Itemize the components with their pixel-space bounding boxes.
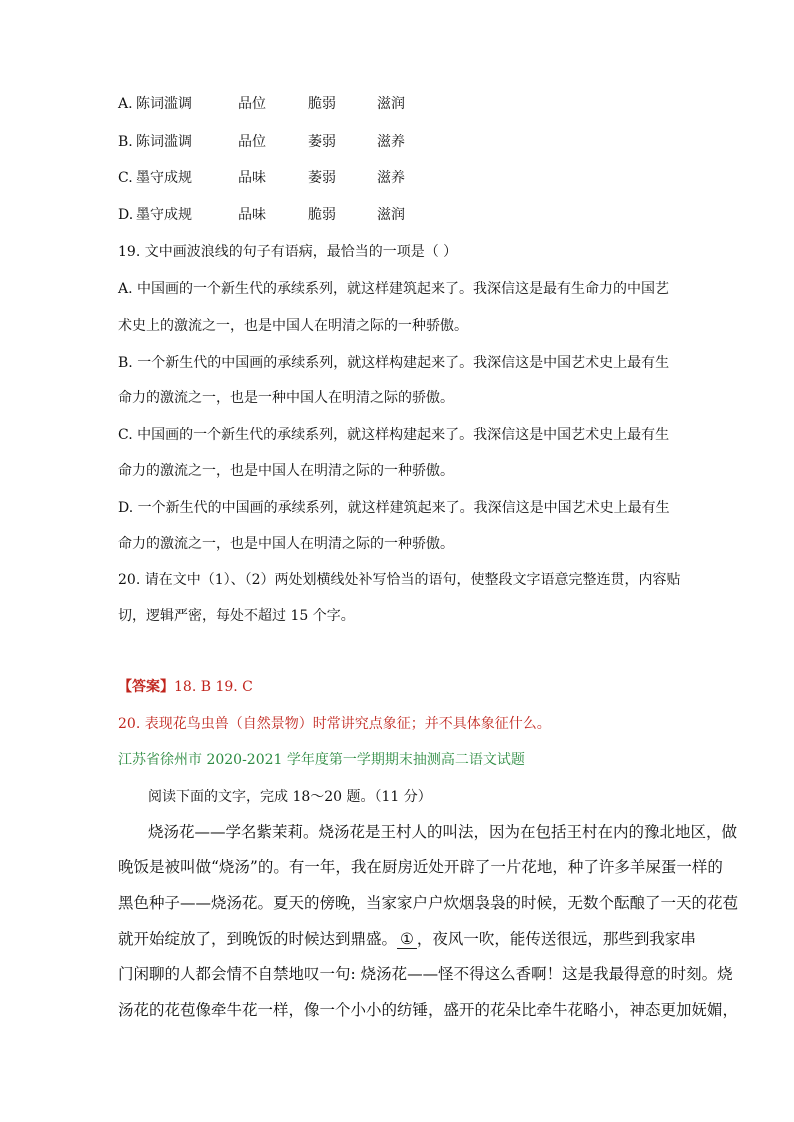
- option-label: A.: [118, 96, 133, 112]
- question-19-option-d-line-1: D. 一个新生代的中国画的承续系列，就这样建筑起来了。我深信这是中国艺术史上最有生: [118, 500, 670, 516]
- option-label: C.: [118, 170, 133, 186]
- blank-1: ①: [397, 930, 417, 949]
- option-word-4: 滋养: [377, 170, 405, 186]
- source-title: 江苏省徐州市 2020-2021 学年度第一学期期末抽测高二语文试题: [118, 752, 525, 768]
- passage-text: ，夜风一吹，能传送很远，那些到我家串: [416, 930, 696, 948]
- option-word-4: 滋润: [377, 207, 405, 223]
- answer-text: 18. B 19. C: [174, 679, 253, 695]
- question-19-option-a-line-1: A. 中国画的一个新生代的承续系列，就这样建筑起来了。我深信这是最有生命力的中国艺: [118, 281, 670, 297]
- passage-line: 门闲聊的人都会情不自禁地叹一句: 烧汤花——怪不得这么香啊！这是我最得意的时刻。烧: [118, 965, 733, 983]
- passage-line-with-blank: [118, 929, 696, 949]
- passage-line: 汤花的花苞像牵牛花一样，像一个小小的纺锤，盛开的花朵比牵牛花略小，神态更加妩媚，: [118, 1001, 739, 1019]
- question-19-option-b-line-1: B. 一个新生代的中国画的承续系列，就这样构建起来了。我深信这是中国艺术史上最有生: [118, 355, 670, 371]
- question-19-option-c-line-2: 命力的激流之一，也是中国人在明清之际的一种骄傲。: [118, 463, 454, 479]
- option-word-2: 品味: [238, 207, 266, 223]
- question-20-line-2: 切，逻辑严密，每处不超过 15 个字。: [118, 608, 355, 624]
- option-word-3: 脆弱: [308, 207, 336, 223]
- passage-text: 就开始绽放了，到晚饭的时候达到鼎盛。: [118, 930, 398, 948]
- question-19-option-b-line-2: 命力的激流之一，也是一种中国人在明清之际的骄傲。: [118, 390, 454, 406]
- option-word-3: 脆弱: [308, 96, 336, 112]
- option-word-4: 滋养: [377, 134, 405, 150]
- answer-line: [118, 677, 253, 697]
- question-19-stem: 19. 文中画波浪线的句子有语病，最恰当的一项是（ ）: [118, 244, 458, 260]
- option-label: B.: [118, 134, 133, 150]
- option-label: D.: [118, 207, 134, 223]
- question-19-option-c-line-1: C. 中国画的一个新生代的承续系列，就这样构建起来了。我深信这是中国艺术史上最有生: [118, 427, 670, 443]
- option-word-1: 陈词滥调: [136, 96, 192, 112]
- option-word-2: 品味: [238, 170, 266, 186]
- question-20-line-1: 20. 请在文中（1）、（2）两处划横线处补写恰当的语句，使整段文字语意完整连贯，内容贴: [118, 572, 681, 588]
- question-19-option-d-line-2: 命力的激流之一，也是中国人在明清之际的一种骄傲。: [118, 536, 454, 552]
- passage-line: 黑色种子——烧汤花。夏天的傍晚，当家家户户炊烟袅袅的时候，无数个酝酿了一天的花苞: [118, 894, 739, 912]
- option-word-1: 墨守成规: [136, 170, 192, 186]
- option-word-1: 墨守成规: [136, 207, 192, 223]
- question-19-option-a-line-2: 术史上的激流之一，也是中国人在明清之际的一种骄傲。: [118, 318, 468, 334]
- option-word-4: 滋润: [377, 96, 405, 112]
- answer-tag: 【答案】: [118, 679, 174, 695]
- option-word-2: 品位: [238, 96, 266, 112]
- answer-line-2: 20. 表现花鸟虫兽（自然景物）时常讲究点象征；并不具体象征什么。: [118, 716, 551, 732]
- option-word-3: 萎弱: [308, 134, 336, 150]
- passage-line: 晚饭是被叫做“烧汤”的。有一年，我在厨房近处开辟了一片花地，种了许多羊屎蛋一样的: [118, 858, 723, 876]
- option-word-3: 萎弱: [308, 170, 336, 186]
- passage-intro: 阅读下面的文字，完成 18～20 题。（11 分）: [148, 789, 432, 805]
- option-word-2: 品位: [238, 134, 266, 150]
- option-word-1: 陈词滥调: [136, 134, 192, 150]
- passage-line: 烧汤花——学名紫茉莉。烧汤花是王村人的叫法，因为在包括王村在内的豫北地区，做: [148, 823, 738, 841]
